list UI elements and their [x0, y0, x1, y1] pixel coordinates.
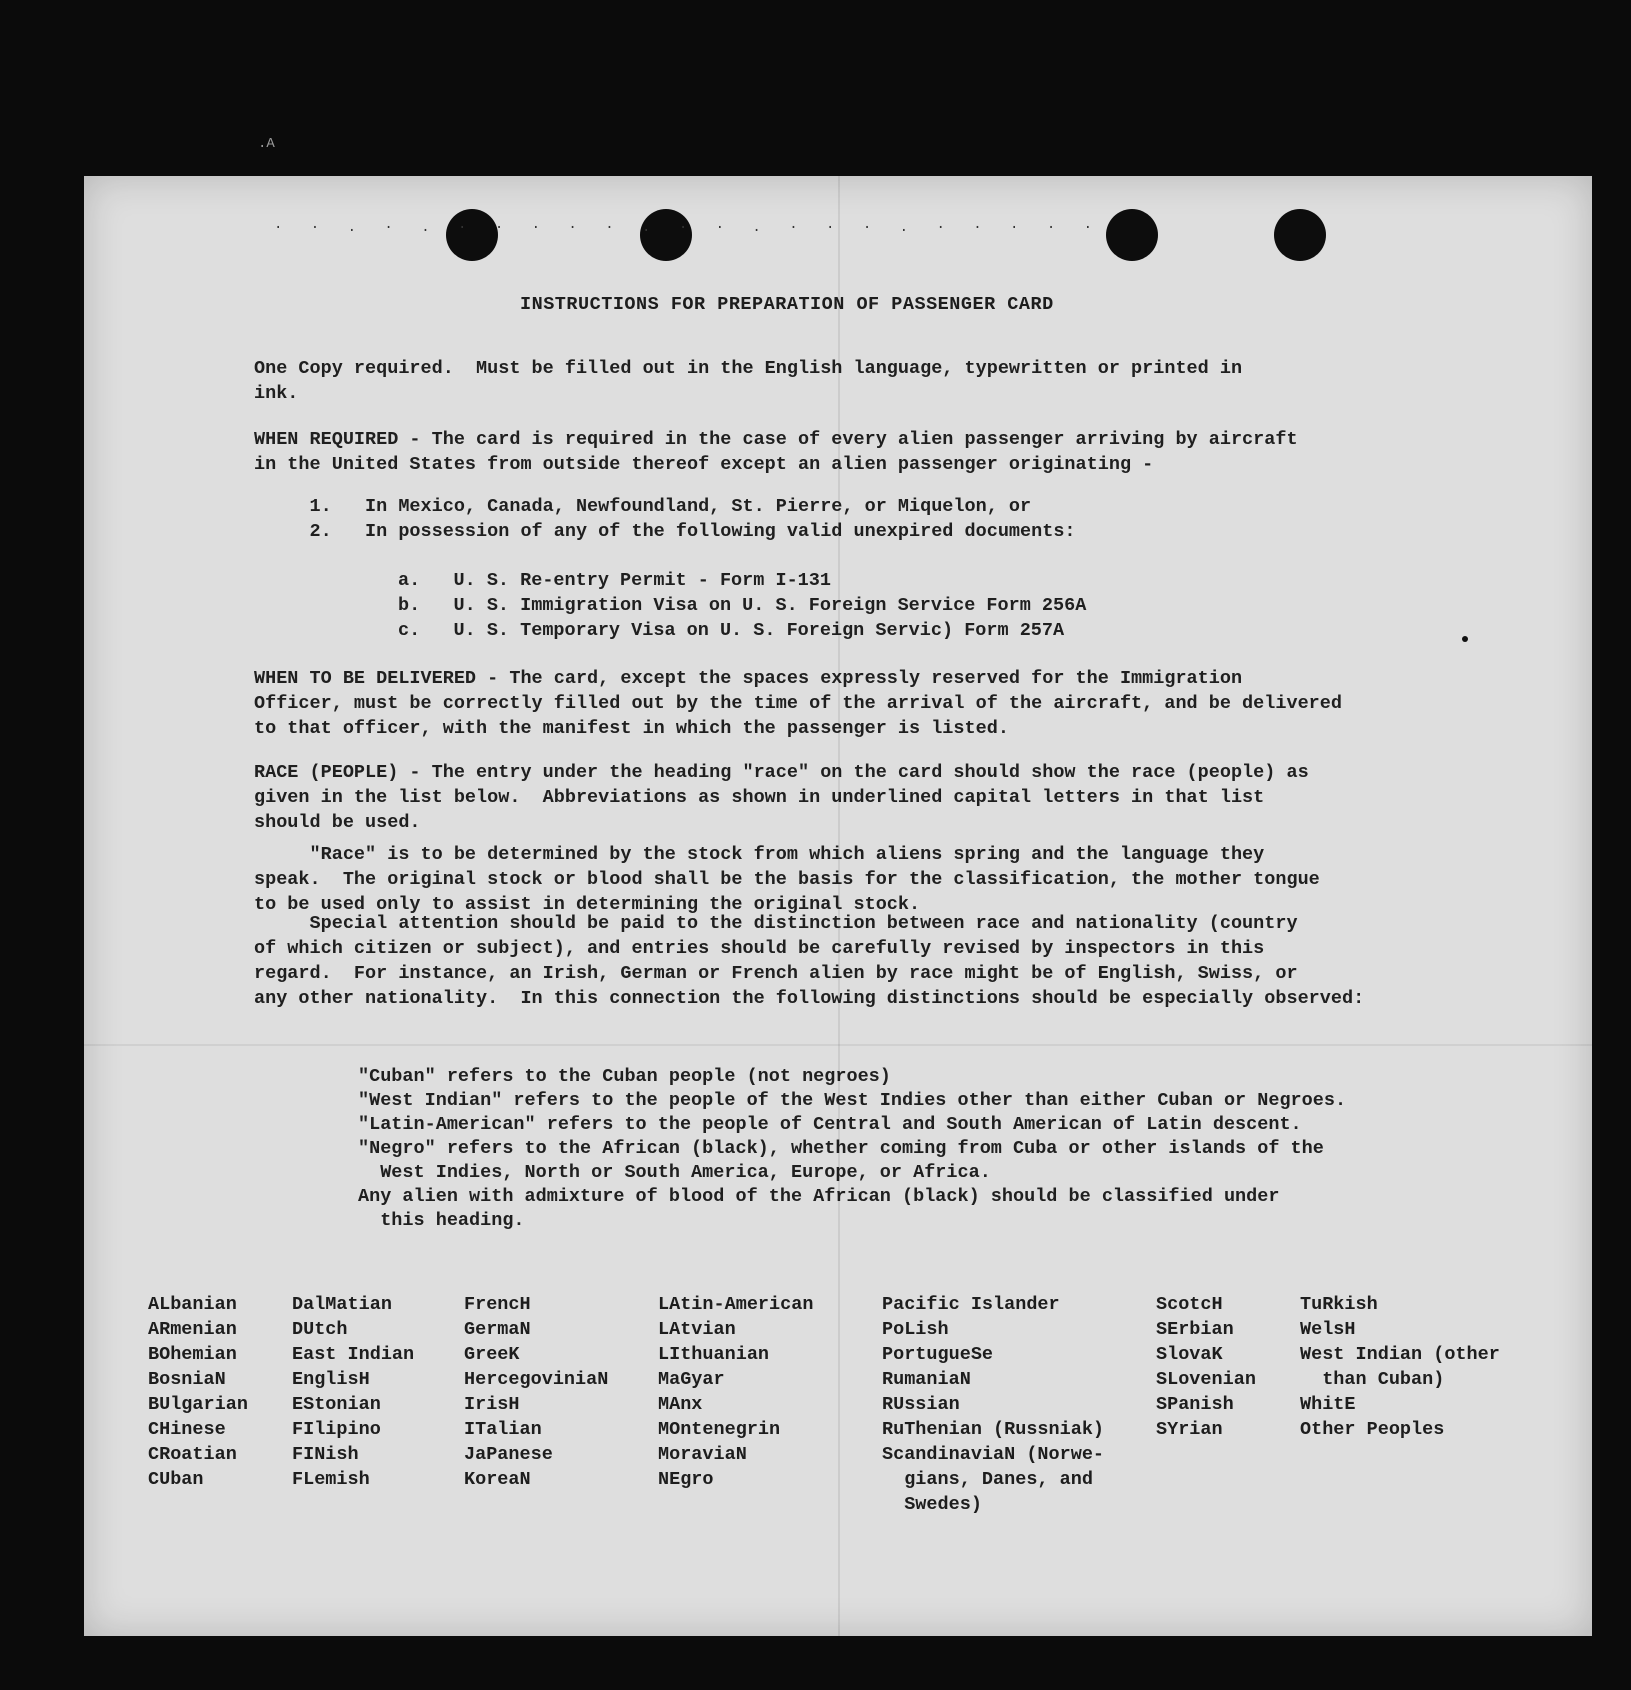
distinctions-list: "Cuban" refers to the Cuban people (not negroes) "West Indian" refers to the people of the West Indies other than either Cuban or Negroes. "Latin-American" refers to the people of Central and South American of Latin descent. "Negro" refers to the African (black), whether coming from Cuba or other islands of the West Indies, North or South America, Europe, or Africa. Any alien with admixture of blood of the African (black) should be classified under this heading.	[358, 1066, 1347, 1231]
race-entry: BOhemian	[148, 1344, 237, 1365]
race-entry: RuThenian (Russniak)	[882, 1419, 1105, 1440]
race-entry: MAnx	[658, 1394, 703, 1415]
race-entry: NEgro	[658, 1469, 714, 1490]
race-column-5	[882, 1292, 1104, 1517]
document-title: INSTRUCTIONS FOR PREPARATION OF PASSENGER CARD	[520, 294, 1054, 315]
corner-speck: .A	[258, 136, 275, 152]
documents-list: a. U. S. Re-entry Permit - Form I-131 b. U. S. Immigration Visa on U. S. Foreign Service Form 256A c. U. S. Temporary Visa on U. S. Foreign Servic) Form 257A	[398, 570, 1087, 641]
race-entry: FrencH	[464, 1294, 531, 1315]
race-entry: SLovenian	[1156, 1369, 1256, 1390]
race-entry: LIthuanian	[658, 1344, 770, 1365]
race-entry: HercegoviniaN	[464, 1369, 609, 1390]
race-entry: WhitE	[1300, 1394, 1356, 1415]
race-entry: FLemish	[292, 1469, 370, 1490]
race-entry: than Cuban)	[1300, 1369, 1445, 1390]
race-entry: EnglisH	[292, 1369, 370, 1390]
race-column-1	[148, 1292, 248, 1492]
race-entry: GreeK	[464, 1344, 520, 1365]
race-entry: LAtvian	[658, 1319, 736, 1340]
race-entry: CHinese	[148, 1419, 226, 1440]
race-entry: WelsH	[1300, 1319, 1356, 1340]
perforation-marks: · · . · . · · · · · . · · . · · · . · · · · ·	[274, 220, 1103, 236]
race-entry: ScotcH	[1156, 1294, 1223, 1315]
when-required: WHEN REQUIRED - The card is required in the case of every alien passenger arriving by aircraft in the United States from outside thereof except an alien passenger originating -	[254, 429, 1298, 475]
race-entry: MaGyar	[658, 1369, 725, 1390]
race-entry: PortugueSe	[882, 1344, 994, 1365]
race-entry: SPanish	[1156, 1394, 1234, 1415]
race-entry: Pacific Islander	[882, 1294, 1060, 1315]
when-delivered: WHEN TO BE DELIVERED - The card, except the spaces expressly reserved for the Immigration Officer, must be correctly filled out by the time of the arrival of the aircraft, and be delivered to that officer, with the manifest in which the passenger is listed.	[254, 668, 1342, 739]
special-attention: Special attention should be paid to the distinction between race and nationality (country of which citizen or subject), and entries should be carefully revised by inspectors in this regard. For instance, an Irish, German or French alien by race might be of English, Swiss, or any other nationality. In this connection the following distinctions should be especially observed:	[254, 913, 1365, 1009]
race-entry: IrisH	[464, 1394, 520, 1415]
race-entry: GermaN	[464, 1319, 531, 1340]
race-entry: Swedes)	[882, 1494, 982, 1515]
document-page	[84, 176, 1592, 1636]
race-entry: gians, Danes, and	[882, 1469, 1093, 1490]
race-entry: BUlgarian	[148, 1394, 248, 1415]
race-column-6	[1156, 1292, 1256, 1442]
race-entry: RumaniaN	[882, 1369, 971, 1390]
copy-requirement: One Copy required. Must be filled out in the English language, typewritten or printed in ink.	[254, 358, 1243, 404]
race-entry: DUtch	[292, 1319, 348, 1340]
race-entry: Other Peoples	[1300, 1419, 1445, 1440]
race-column-3	[464, 1292, 608, 1492]
race-entry: BosniaN	[148, 1369, 226, 1390]
race-entry: ARmenian	[148, 1319, 237, 1340]
race-entry: FINish	[292, 1444, 359, 1465]
race-entry: DalMatian	[292, 1294, 392, 1315]
race-entry: EStonian	[292, 1394, 381, 1415]
race-entry: SErbian	[1156, 1319, 1234, 1340]
race-entry: MOntenegrin	[658, 1419, 781, 1440]
race-entry: SlovaK	[1156, 1344, 1223, 1365]
race-entry: KoreaN	[464, 1469, 531, 1490]
ink-dot	[1462, 636, 1468, 642]
race-entry: East Indian	[292, 1344, 415, 1365]
race-entry: ITalian	[464, 1419, 542, 1440]
race-entry: CRoatian	[148, 1444, 237, 1465]
race-entry: West Indian (other	[1300, 1344, 1500, 1365]
race-entry: PoLish	[882, 1319, 949, 1340]
race-entry: CUban	[148, 1469, 204, 1490]
origin-list: 1. In Mexico, Canada, Newfoundland, St. Pierre, or Miquelon, or 2. In possession of any of the following valid unexpired documents:	[309, 496, 1076, 542]
race-entry: FIlipino	[292, 1419, 381, 1440]
race-definition: "Race" is to be determined by the stock from which aliens spring and the language they speak. The original stock or blood shall be the basis for the classification, the mother tongue to be used only to assist in determining the original stock.	[254, 844, 1320, 915]
race-entry: RUssian	[882, 1394, 960, 1415]
horizontal-fold	[84, 1044, 1592, 1046]
race-entry: MoraviaN	[658, 1444, 747, 1465]
race-column-4	[658, 1292, 813, 1492]
race-column-7	[1300, 1292, 1500, 1442]
race-entry: ALbanian	[148, 1294, 237, 1315]
race-people: RACE (PEOPLE) - The entry under the heading "race" on the card should show the race (people) as given in the list below. Abbreviations as shown in underlined capital letters in that list should be used.	[254, 762, 1309, 833]
race-column-2	[292, 1292, 414, 1492]
race-entry: JaPanese	[464, 1444, 553, 1465]
race-entry: LAtin-American	[658, 1294, 814, 1315]
race-entry: ScandinaviaN (Norwe-	[882, 1444, 1105, 1465]
race-entry: SYrian	[1156, 1419, 1223, 1440]
race-entry: TuRkish	[1300, 1294, 1378, 1315]
